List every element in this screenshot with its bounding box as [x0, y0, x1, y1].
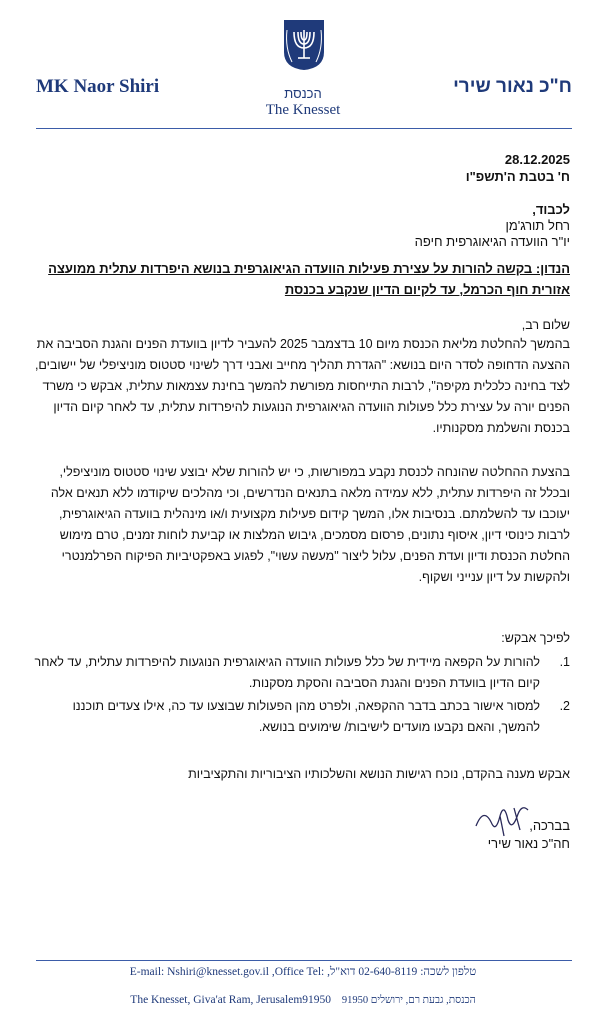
list-item [30, 652, 570, 696]
footer-contact [0, 966, 606, 978]
signature-regards: בברכה, [529, 818, 570, 833]
subject-line [30, 258, 570, 300]
footer-address-en: The Knesset, Giva'at Ram, Jerusalem91950 [130, 994, 332, 1006]
header-knesset-en: The Knesset [265, 102, 341, 118]
request-intro: לפיכך אבקש: [501, 631, 570, 645]
knesset-emblem-icon [282, 18, 326, 72]
recipient-salutation: לכבוד, [532, 202, 570, 217]
footer-address [0, 994, 606, 1006]
greeting: שלום רב, [521, 318, 570, 332]
recipient-name: רחל תורג'מן [505, 218, 570, 233]
subject-line-1: הנדון: בקשה להורות על עצירת פעילות הוועדה הגיאוגרפית בנושא היפרדות עתלית ממועצה [48, 261, 570, 276]
list-item-text: להורות על הקפאה מיידית של כלל פעולות הוועדה הגיאוגרפית הנוגעות להיפרדות עתלית, עד לאחר קיום הדיון בוועדת הפנים והגנת הסביבה והסקת מסקנות. [34, 655, 540, 690]
list-item [30, 696, 570, 740]
closing-line: אבקש מענה בהקדם, נוכח רגישות הנושא והשלכותיו הציבוריות והתקציביות [188, 767, 570, 781]
footer-address-he: הכנסת, גבעת רם, ירושלים 91950 [341, 995, 476, 1006]
date-hebrew: ח' בטבת ה'תשפ"ו [465, 169, 570, 184]
recipient-title: יו"ר הוועדה הגיאוגרפית חיפה [414, 234, 570, 249]
footer-office-tel: ,Office Tel: [271, 966, 325, 978]
header-divider [36, 128, 572, 129]
header-knesset-he: הכנסת [284, 86, 322, 101]
header-name-en: MK Naor Shiri [36, 76, 160, 97]
date-gregorian: 28.12.2025 [504, 152, 570, 167]
list-item-number: 1. [559, 655, 570, 669]
footer-phone: 02-640-8119 [358, 966, 418, 978]
header-name-he: ח"כ נאור שירי [453, 76, 572, 97]
signature-name: חה"כ נאור שירי [487, 836, 570, 851]
recipient-block [415, 202, 570, 250]
list-item-text: למסור אישור בכתב בדבר ההקפאה, ולפרט מהן הפעולות שבוצעו עד כה, אילו צעדים תוכננו להמשך, והאם נקבעו מועדים לישיבות/ שימועים בנושא. [72, 699, 540, 734]
footer-phone-label-he: טלפון לשכה: [420, 966, 477, 978]
body-paragraph-1: בהמשך להחלטת מליאת הכנסת מיום 10 בדצמבר 2025 להעביר לדיון בוועדת הפנים והגנת הסביבה את ההצעה הדחופה לסדר היום בנושא: "הגדרת תהליך מחייב ואבני דרך לשינוי סטטוס מוניציפלי של יישובים, לצד בחינה כלכלית מקיפה", לרבות התייחסות מפורשת להמשך בחינת עצמאות עתלית, אבקש כי משרד הפנים יורה על עצירת כלל פעולות הוועדה הגיאוגרפית הנוגעות להיפרדות עתלית, עד לאחר קיום הדיון בכנסת והשלמת מסקנותיו. [34, 337, 570, 435]
list-item-number: 2. [559, 699, 570, 713]
body-paragraph-2: בהצעת ההחלטה שהונחה לכנסת נקבע במפורשות, כי יש להורות שלא יבוצע שינוי סטטוס מוניציפלי, ובכלל זה היפרדות עתלית, ללא עמידה מלאה בתנאים הנדרשים, וכי מהלכים שיקודמו ללא תנאים אלה יעוכבו עד להשלמתם. בנסיבות אלו, המשך קידום פעילות מקצועית ו/או מינהלית בוועדה הגיאוגרפית, לרבות כינוסי דיון, איסוף נתונים, פרסום מסמכים, גיבוש המלצות או קביעת לוחות זמנים, טרם מימוש החלטת הכנסת ודיון ועדת הפנים, עלול ליצור "מעשה עשוי", לפגוע באפקטיביות הפיקוח הפרלמנטרי ולהקשות על דיון ענייני ושקוף. [50, 465, 570, 584]
footer-email: E-mail: Nshiri@knesset.gov.il [129, 966, 269, 978]
footer-email-label-he: דוא"ל, [327, 966, 356, 978]
subject-line-2: אזורית חוף הכרמל, עד לקיום הדיון שנקבע בכנסת [284, 282, 570, 297]
footer-divider [36, 960, 572, 961]
